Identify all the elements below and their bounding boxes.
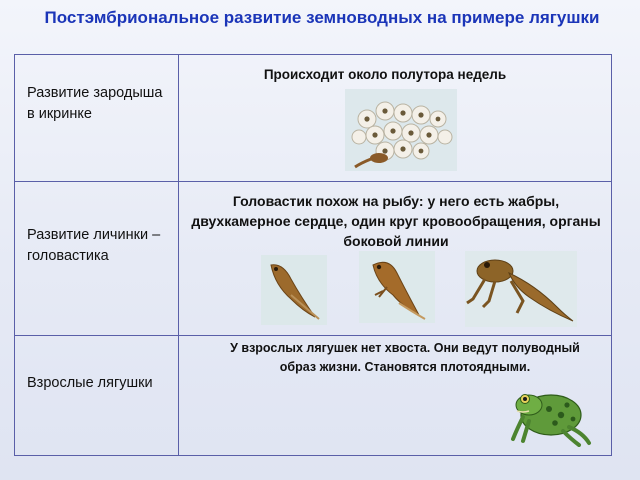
adult-description: У взрослых лягушек нет хвоста. Они ведут полуводный образ жизни. Становятся плотоядными. (230, 341, 580, 374)
frog-eggs-image (345, 89, 457, 171)
early-tadpole-image (261, 255, 327, 325)
page-title: Постэмбриональное развитие земноводных на примере лягушки (44, 8, 600, 27)
tadpole-description: Головастик похож на рыбу: у него есть жабры, двухкамерное сердце, один круг кровообращения, органы боковой линии (191, 193, 601, 249)
stage-label-embryo: Развитие зародыша в икринке (27, 85, 163, 122)
stage-label-tadpole: Развитие личинки – головастика (27, 227, 161, 264)
stage-label-adult: Взрослые лягушки (27, 375, 153, 391)
embryo-description: Происходит около полутора недель (263, 67, 507, 82)
row-divider (15, 181, 611, 182)
development-table (14, 54, 612, 456)
froglet-with-tail-image (465, 251, 577, 327)
column-divider (178, 55, 179, 455)
tadpole-with-legs-image (359, 251, 435, 323)
row-divider (15, 335, 611, 336)
adult-frog-image (509, 381, 595, 447)
